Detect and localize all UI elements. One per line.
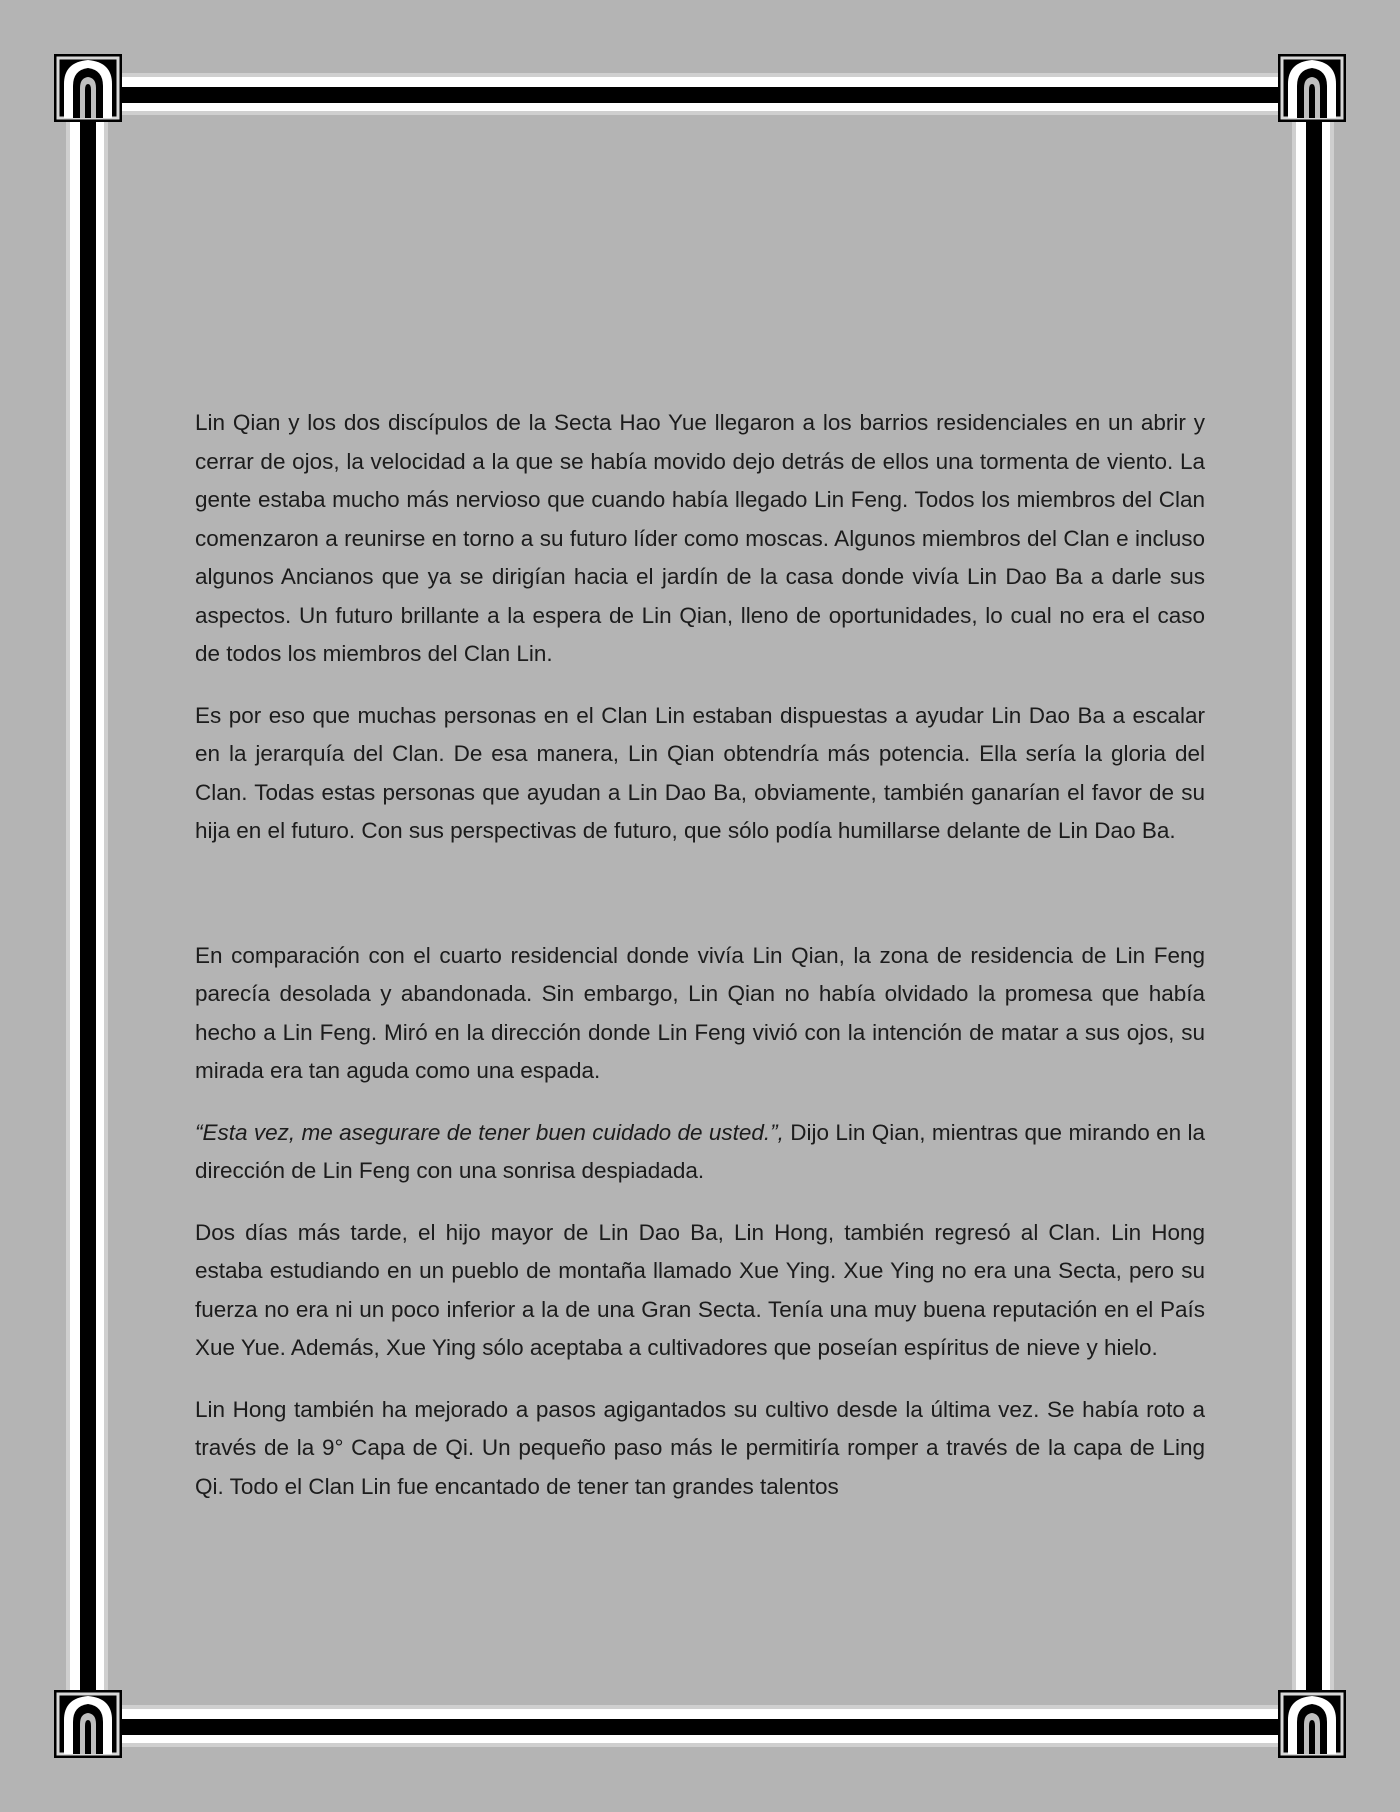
quote-rest: Dijo Lin Qian, mientras que mirando en la dirección de Lin Feng con una sonrisa despiadada. [195,1119,1205,1183]
paragraph-lin-hong-return: Dos días más tarde, el hijo mayor de Lin Dao Ba, Lin Hong, también regresó al Clan. Lin Hong estaba estudiando en un pueblo de montaña llamado Xue Ying. Xue Ying no era una Secta, pero su fuerza no era ni un poco inferior a la de una Gran Secta. Tenía una muy buena reputación en el País Xue Yue. Además, Xue Ying sólo aceptaba a cultivadores que poseían espíritus de nieve y hielo. [195,1219,1205,1360]
left-border-band [66,90,108,1722]
document-body [195,404,1205,1529]
corner-ornament-bottom-left [54,1690,122,1758]
bottom-border-band [90,1705,1310,1747]
right-border-band [1292,90,1334,1722]
paragraph-clan-hierarchy: Es por eso que muchas personas en el Clan Lin estaban dispuestas a ayudar Lin Dao Ba a escalar en la jerarquía del Clan. De esa manera, Lin Qian obtendría más potencia. Ella sería la gloria del Clan. Todas estas personas que ayudan a Lin Dao Ba, obviamente, también ganarían el favor de su hija en el futuro. Con sus perspectivas de futuro, que sólo podía humillarse delante de Lin Dao Ba. [195,702,1205,843]
corner-ornament-bottom-right [1278,1690,1346,1758]
paragraph-lin-hong-cultivation: Lin Hong también ha mejorado a pasos agigantados su cultivo desde la última vez. Se había roto a través de la 9° Capa de Qi. Un pequeño paso más le permitiría romper a través de la capa de Ling Qi. Todo el Clan Lin fue encantado de tener tan grandes talentos [195,1396,1205,1499]
paragraph-arrival: Lin Qian y los dos discípulos de la Secta Hao Yue llegaron a los barrios residenciales en un abrir y cerrar de ojos, la velocidad a la que se había movido dejo detrás de ellos una tormenta de viento. La gente estaba mucho más nervioso que cuando había llegado Lin Feng. Todos los miembros del Clan comenzaron a reunirse en torno a su futuro líder como moscas. Algunos miembros del Clan e incluso algunos Ancianos que ya se dirigían hacia el jardín de la casa donde vivía Lin Dao Ba a darle sus aspectos. Un futuro brillante a la espera de Lin Qian, lleno de oportunidades, lo cual no era el caso de todos los miembros del Clan Lin. [195,410,1205,666]
corner-ornament-top-right [1278,54,1346,122]
paragraph-quote [195,1114,1205,1191]
corner-ornament-top-left [54,54,122,122]
paragraph-residence-comparison: En comparación con el cuarto residencial donde vivía Lin Qian, la zona de residencia de Lin Feng parecía desolada y abandonada. Sin embargo, Lin Qian no había olvidado la promesa que había hecho a Lin Feng. Miró en la dirección donde Lin Feng vivió con la intención de matar a sus ojos, su mirada era tan aguda como una espada. [195,942,1205,1083]
top-border-band [90,73,1310,115]
quote-italic: “Esta vez, me asegurare de tener buen cuidado de usted.”, [195,1119,784,1145]
